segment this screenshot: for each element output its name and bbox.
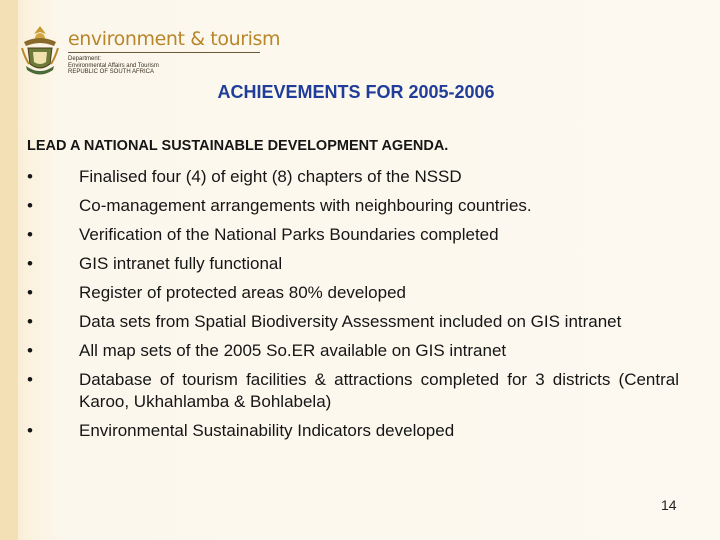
list-item-text: All map sets of the 2005 So.ER available on GIS intranet <box>79 341 507 360</box>
bullet-icon: • <box>27 167 33 186</box>
department-name <box>68 56 178 76</box>
bullet-icon: • <box>27 370 33 389</box>
list-item <box>27 369 679 413</box>
list-item <box>27 220 679 249</box>
bullet-icon: • <box>27 225 33 244</box>
bullet-icon: • <box>27 283 33 302</box>
list-item-text: GIS intranet fully functional <box>79 254 283 273</box>
slide-title: ACHIEVEMENTS FOR 2005-2006 <box>217 82 495 102</box>
header-logo <box>20 22 281 82</box>
bullet-icon: • <box>27 421 33 440</box>
bullet-icon: • <box>27 196 33 215</box>
list-item-text: Verification of the National Parks Boundaries completed <box>79 225 499 244</box>
department-line: REPUBLIC OF SOUTH AFRICA <box>68 69 155 75</box>
section-subheading: LEAD A NATIONAL SUSTAINABLE DEVELOPMENT AGENDA. <box>27 138 449 154</box>
side-stripe <box>0 0 18 540</box>
list-item <box>27 249 679 278</box>
list-item <box>27 416 679 445</box>
bullet-icon: • <box>27 341 33 360</box>
department-line: Department: <box>68 56 102 62</box>
department-line: Environmental Affairs and Tourism <box>68 62 159 69</box>
list-item-text: Environmental Sustainability Indicators developed <box>79 421 455 440</box>
bullet-icon: • <box>27 254 33 273</box>
list-item-text: Co-management arrangements with neighbouring countries. <box>79 196 532 215</box>
list-item <box>27 311 679 333</box>
list-item <box>27 278 679 307</box>
list-item-text: Database of tourism facilities & attractions completed for 3 districts (Central Karoo, Ukhahlamba & Bohlabela) <box>79 370 679 411</box>
coat-of-arms-icon <box>20 24 60 80</box>
list-item-text: Finalised four (4) of eight (8) chapters of the NSSD <box>79 167 462 186</box>
achievements-list <box>27 162 679 445</box>
brand-divider <box>68 52 260 53</box>
list-item <box>27 191 679 220</box>
brand-name: environment & tourism <box>68 28 281 50</box>
list-item-text: Data sets from Spatial Biodiversity Assessment included on GIS intranet <box>79 312 622 331</box>
bullet-icon: • <box>27 312 33 331</box>
page-number: 14 <box>661 497 677 513</box>
list-item <box>27 336 679 365</box>
list-item <box>27 162 679 191</box>
list-item-text: Register of protected areas 80% developed <box>79 283 406 302</box>
